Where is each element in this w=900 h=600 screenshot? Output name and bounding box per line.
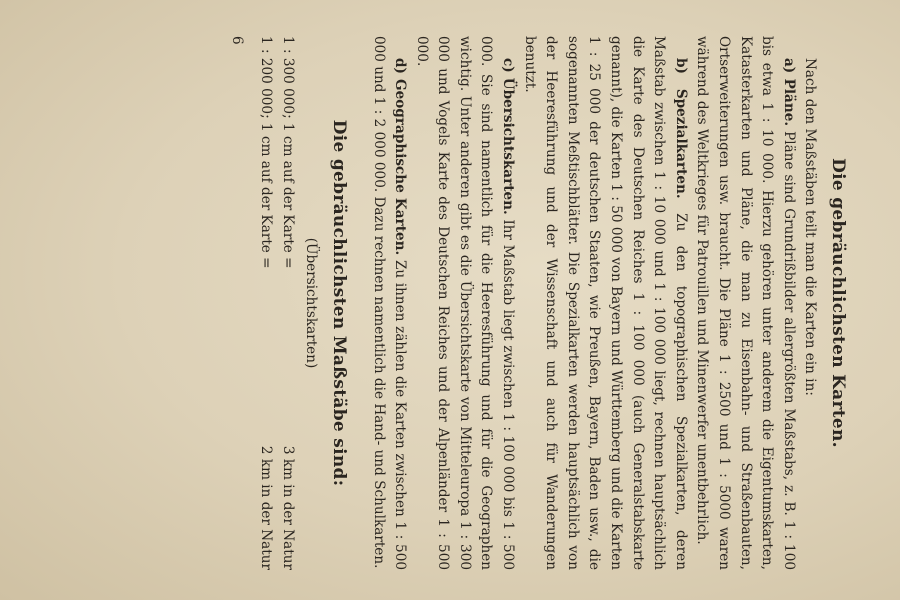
intro-text: Nach den Maßstäben teilt man die Karten ein in:: [802, 58, 819, 396]
page-number: 6: [228, 36, 245, 45]
section-plaene: [691, 36, 799, 570]
scales-subheading: (Übersichtskarten): [303, 237, 320, 369]
section-spezialkarten: [518, 36, 691, 570]
scale-row: [276, 36, 298, 570]
section-text: Zu ihnen zählen die Karten zwischen 1 : 500 000 und 1 : 2 000 000. Dazu rechnen namentlich die Hand- und Schulkarten.: [370, 36, 409, 570]
section-label: c) Übersichtskarten.: [500, 58, 517, 215]
section-label: d) Geographische Karten.: [392, 58, 409, 256]
scales-list: [255, 36, 298, 570]
section-text: Ihr Maßstab liegt zwischen 1 : 100 000 bis 1 : 500 000. Sie sind namentlich für die Heeresführung und für die Geographen wichtig. Unter anderen gibt es die Übersichtskarte von Mitteleuropa 1 : 300 000 und Vogels Karte des Deutschen Reiches und der Alpenländer 1 : 500 000.: [413, 36, 517, 570]
section-text: Pläne sind Grundrißbilder allergrößten Maßstabs, z. B. 1 : 100 bis etwa 1 : 10 000. Hierzu gehören unter anderem die Eigentumskarten, Katasterkarten und Pläne, die man zu Eisenbahn- und Straßenbauten, Ortserweiterungen usw. braucht. Die Pläne 1 : 2500 und 1 : 5000 waren während des Weltkrieges für Patrouillen und Minenwerfer unentbehrlich.: [694, 36, 797, 571]
scale-row: [255, 36, 277, 570]
section-geographische-karten: [367, 36, 410, 570]
scale-distance: 2 km in der Natur: [258, 445, 275, 570]
section-label: a) Pläne.: [780, 58, 797, 127]
scales-heading: Die gebräuchlichsten Maßstäbe sind:: [328, 119, 349, 487]
scale-ratio: 1 : 300 000; 1 cm auf der Karte =: [279, 36, 296, 269]
scale-ratio: 1 : 200 000; 1 cm auf der Karte =: [258, 36, 275, 269]
section-text: Zu den topographischen Spezialkarten, deren Maßstab zwischen 1 : 10 000 und 1 : 100 000 liegt, rechnen hauptsächlich die Karte des Deutschen Reiches 1 : 100 000 (auch Generalstabskarte genannt), die Karten 1 : 50 000 von Bayern und Württemberg und die Karten 1 : 25 000 der deutschen Staaten, wie Preußen, Bayern, Baden usw., die sogenannten Meßtischblätter. Die Spezialkarten werden hauptsächlich von der Heeresführung und der Wissenschaft und auch für Wanderungen benutzt.: [521, 36, 689, 570]
scale-distance: 3 km in der Natur: [279, 445, 296, 570]
section-label: b) Spezialkarten.: [672, 58, 689, 199]
page-title: Die gebräuchlichsten Karten.: [828, 158, 848, 448]
section-uebersichtskarten: [410, 36, 518, 570]
